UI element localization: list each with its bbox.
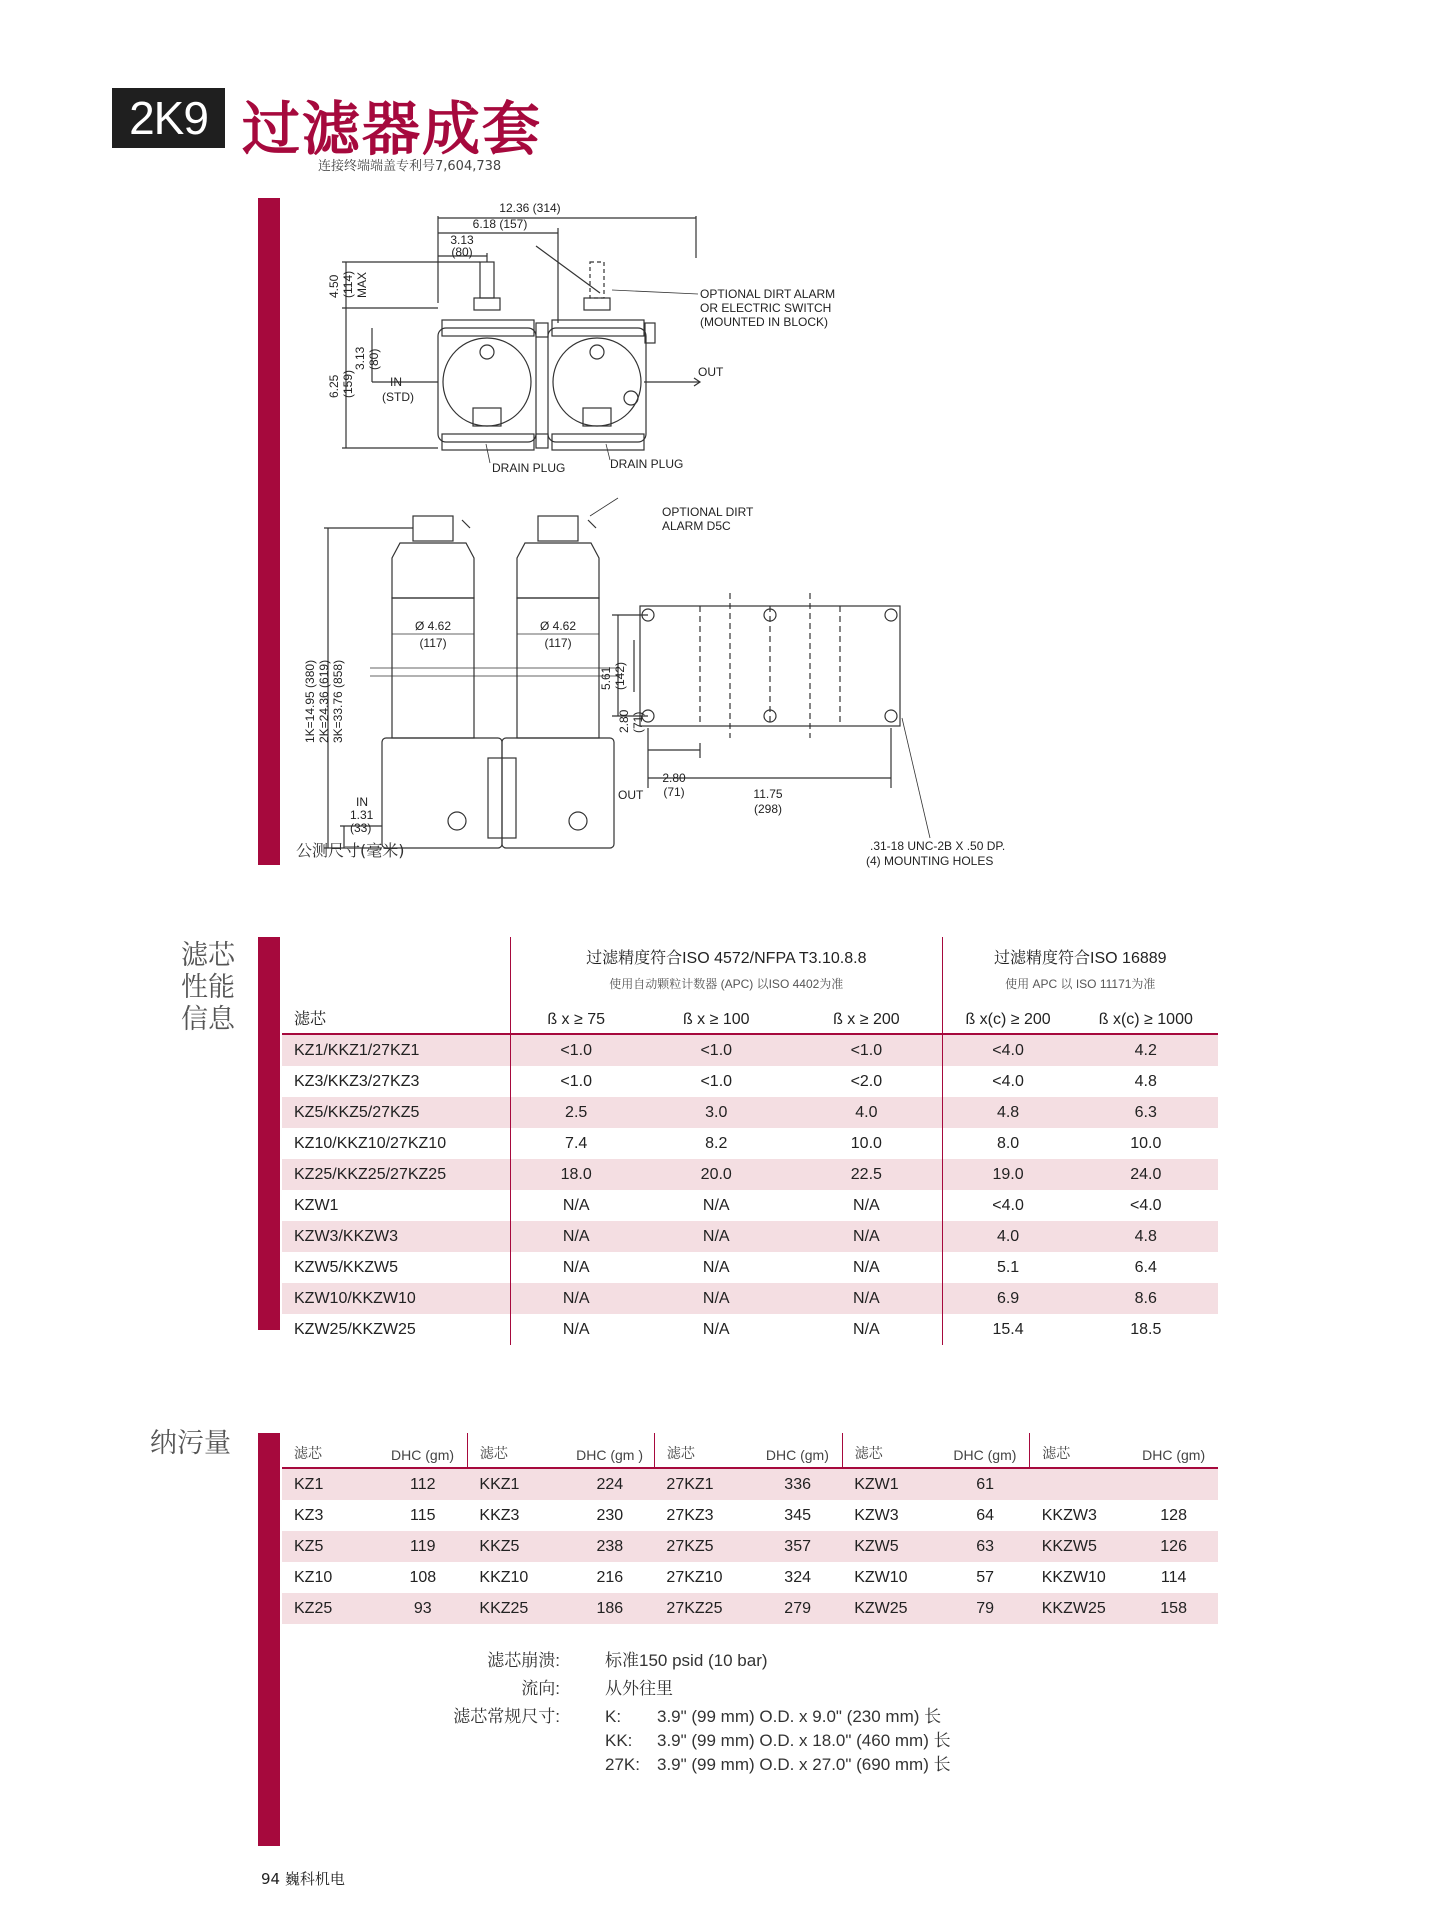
size-value-k: 3.9" (99 mm) O.D. x 9.0" (230 mm) 长 bbox=[657, 1707, 942, 1726]
beta-value: <1.0 bbox=[641, 1034, 791, 1066]
beta-value: 6.3 bbox=[1074, 1097, 1218, 1128]
performance-table bbox=[282, 937, 1218, 1345]
beta-value: N/A bbox=[702, 1258, 730, 1276]
element-name: KKZW3 bbox=[1041, 1506, 1097, 1524]
group1-title: 过滤精度符合ISO 4572/NFPA T3.10.8.8 bbox=[511, 937, 943, 968]
beta-value: 3.0 bbox=[641, 1097, 791, 1128]
dhc-value: 279 bbox=[753, 1593, 842, 1624]
dim-top-height: 4.50 bbox=[327, 274, 341, 298]
dhc-value: 238 bbox=[565, 1531, 654, 1562]
dhc-value: 336 bbox=[753, 1468, 842, 1500]
element-name: KKZW10 bbox=[1041, 1568, 1106, 1586]
section-badge: 2K9 bbox=[112, 88, 225, 148]
table-row bbox=[282, 1159, 1218, 1190]
group1-subtitle: 使用自动颗粒计数器 (APC) 以ISO 4402为准 bbox=[511, 968, 943, 999]
dhc-value: 224 bbox=[565, 1468, 654, 1500]
dhc-value: 158 bbox=[1129, 1593, 1218, 1624]
dim-in-height-mm: (80) bbox=[367, 348, 381, 370]
element-name: KZW5/KKZW5 bbox=[294, 1258, 399, 1276]
element-name: KZW1 bbox=[842, 1468, 940, 1500]
element-name: KZW1 bbox=[294, 1196, 339, 1214]
capacity-table bbox=[282, 1433, 1218, 1624]
element-name bbox=[1030, 1468, 1130, 1500]
beta-value: <1.0 bbox=[511, 1066, 642, 1097]
dim-mount-x-mm: (71) bbox=[663, 785, 685, 799]
label-in: IN bbox=[390, 375, 402, 389]
beta-value: N/A bbox=[853, 1196, 880, 1214]
dhc-value: 79 bbox=[941, 1593, 1030, 1624]
dim-mount-height: 5.61 bbox=[599, 666, 613, 690]
dim-in-height: 3.13 bbox=[353, 346, 367, 370]
alarm-note-1: OPTIONAL DIRT ALARM bbox=[700, 287, 836, 301]
beta-value: N/A bbox=[511, 1221, 642, 1252]
dhc-value: 112 bbox=[378, 1468, 467, 1500]
table-row bbox=[282, 1190, 1218, 1221]
dim-mount-len-mm: (298) bbox=[753, 802, 783, 816]
beta-value: 20.0 bbox=[641, 1159, 791, 1190]
beta-value: N/A bbox=[853, 1258, 880, 1276]
col-dhc: DHC (gm) bbox=[1129, 1433, 1218, 1468]
dim-mount-height-mm: (142) bbox=[613, 661, 627, 690]
dim-side-height-mm: (159) bbox=[341, 369, 355, 398]
table-row bbox=[282, 1221, 1218, 1252]
dim-side-height: 6.25 bbox=[327, 374, 341, 398]
beta-value: 22.5 bbox=[791, 1159, 942, 1190]
dim-top-height-max: MAX bbox=[355, 271, 369, 298]
dhc-value bbox=[1129, 1468, 1218, 1500]
beta-value: 4.8 bbox=[1134, 1072, 1157, 1090]
table-row bbox=[282, 1066, 1218, 1097]
dhc-value: 128 bbox=[1160, 1506, 1187, 1524]
col-dhc: DHC (gm) bbox=[378, 1433, 467, 1468]
dim-mount-len: 11.75 bbox=[753, 787, 783, 801]
element-name: KZW25 bbox=[842, 1593, 940, 1624]
beta-value: N/A bbox=[791, 1283, 942, 1314]
element-name: KZ25/KKZ25/27KZ25 bbox=[282, 1159, 511, 1190]
collapse-value: 标准150 psid (10 bar) bbox=[605, 1651, 768, 1670]
beta-value: 5.1 bbox=[942, 1252, 1074, 1283]
drain-plug-left: DRAIN PLUG bbox=[492, 461, 566, 475]
element-name: KZ1/KKZ1/27KZ1 bbox=[282, 1034, 511, 1066]
beta-value: 4.2 bbox=[1074, 1034, 1218, 1066]
height-2k: 2K=24.36 (619) bbox=[317, 659, 331, 743]
dhc-value: 93 bbox=[378, 1593, 467, 1624]
group2-title: 过滤精度符合ISO 16889 bbox=[942, 937, 1218, 968]
col-element: 滤芯 bbox=[842, 1433, 940, 1468]
element-name: KZ5/KKZ5/27KZ5 bbox=[282, 1097, 511, 1128]
units-note: 公测尺寸(毫米) bbox=[296, 841, 405, 860]
height-3k: 3K=33.76 (858) bbox=[331, 659, 345, 743]
beta-value: N/A bbox=[641, 1221, 791, 1252]
col-betac-1000: ß x(c) ≥ 1000 bbox=[1074, 999, 1218, 1034]
col-dhc: DHC (gm ) bbox=[565, 1433, 654, 1468]
dim-total-width: 12.36 (314) bbox=[499, 201, 561, 215]
table-row bbox=[282, 1034, 1218, 1066]
dhc-value: 126 bbox=[1129, 1531, 1218, 1562]
beta-value: <4.0 bbox=[942, 1066, 1074, 1097]
beta-value: 6.9 bbox=[942, 1283, 1074, 1314]
accent-bar-drawing bbox=[258, 198, 280, 865]
beta-value: <1.0 bbox=[511, 1034, 642, 1066]
alarm-note-2: OR ELECTRIC SWITCH bbox=[700, 301, 832, 315]
beta-value: 10.0 bbox=[850, 1134, 882, 1152]
col-beta-75: ß x ≥ 75 bbox=[511, 999, 642, 1034]
beta-value: 4.0 bbox=[791, 1097, 942, 1128]
element-name: KZ10/KKZ10/27KZ10 bbox=[294, 1134, 447, 1152]
patent-note: 连接终端端盖专利号7,604,738 bbox=[318, 159, 502, 174]
beta-value: 8.6 bbox=[1074, 1283, 1218, 1314]
dhc-value: 57 bbox=[976, 1568, 995, 1586]
dhc-value: 61 bbox=[941, 1468, 1030, 1500]
accent-bar-capacity bbox=[258, 1433, 280, 1846]
side-view bbox=[370, 516, 620, 848]
element-name: KKZ1 bbox=[467, 1468, 565, 1500]
performance-section-label: 滤芯 性能 信息 bbox=[181, 940, 235, 1035]
dim-base: 1.31 bbox=[350, 808, 374, 822]
element-name: KZ10 bbox=[294, 1568, 333, 1586]
element-name: KZW10/KKZW10 bbox=[282, 1283, 511, 1314]
mount-holes-2: (4) MOUNTING HOLES bbox=[866, 854, 994, 868]
col-element: 滤芯 bbox=[467, 1433, 565, 1468]
table-row bbox=[282, 1468, 1218, 1500]
flow-label: 流向: bbox=[521, 1679, 560, 1698]
dhc-value: 324 bbox=[784, 1568, 811, 1586]
alarm-d5c-1: OPTIONAL DIRT bbox=[662, 505, 754, 519]
alarm-d5c-2: ALARM D5C bbox=[662, 519, 731, 533]
dim-inlet-offset: 3.13 bbox=[450, 233, 474, 247]
beta-value: 18.5 bbox=[1130, 1320, 1162, 1338]
beta-value: <2.0 bbox=[850, 1072, 883, 1090]
accent-bar-performance bbox=[258, 937, 280, 1330]
table-row bbox=[282, 1593, 1218, 1624]
mounting-view bbox=[640, 593, 900, 738]
table-row bbox=[282, 1128, 1218, 1159]
table-row bbox=[282, 1314, 1218, 1345]
dia-right: Ø 4.62 bbox=[539, 619, 577, 633]
drain-plug-right: DRAIN PLUG bbox=[610, 457, 684, 471]
col-element: 滤芯 bbox=[282, 1433, 378, 1468]
beta-value: N/A bbox=[702, 1320, 730, 1338]
element-name: KKZ5 bbox=[467, 1531, 565, 1562]
col-betac-200: ß x(c) ≥ 200 bbox=[942, 999, 1074, 1034]
size-code-kk: KK: bbox=[605, 1731, 633, 1750]
beta-value: 24.0 bbox=[1074, 1159, 1218, 1190]
col-beta-100: ß x ≥ 100 bbox=[641, 999, 791, 1034]
element-name: KZ1 bbox=[282, 1468, 378, 1500]
element-name: KZW5 bbox=[842, 1531, 940, 1562]
beta-value: N/A bbox=[511, 1314, 642, 1345]
dhc-value: 230 bbox=[596, 1506, 624, 1524]
height-1k: 1K=14.95 (380) bbox=[303, 659, 317, 743]
beta-value: N/A bbox=[641, 1283, 791, 1314]
element-name: 27KZ25 bbox=[654, 1593, 753, 1624]
beta-value: 4.0 bbox=[942, 1221, 1074, 1252]
dim-mount-x: 2.80 bbox=[662, 771, 686, 785]
label-out: OUT bbox=[698, 365, 724, 379]
dia-right-mm: (117) bbox=[544, 636, 572, 650]
dhc-value: 186 bbox=[565, 1593, 654, 1624]
dim-base-mm: (33) bbox=[350, 821, 372, 835]
element-name: 27KZ1 bbox=[654, 1468, 753, 1500]
table-row bbox=[282, 1500, 1218, 1531]
beta-value: 7.4 bbox=[511, 1128, 642, 1159]
flow-value: 从外往里 bbox=[605, 1679, 673, 1698]
dim-mount-inner-mm: (71) bbox=[631, 711, 645, 733]
beta-value: 19.0 bbox=[942, 1159, 1074, 1190]
beta-value: 8.0 bbox=[942, 1128, 1074, 1159]
element-name: KZ3/KKZ3/27KZ3 bbox=[294, 1072, 420, 1090]
beta-value: N/A bbox=[853, 1320, 880, 1338]
beta-value: 2.5 bbox=[511, 1097, 642, 1128]
label-std: (STD) bbox=[382, 390, 414, 404]
element-name: KZW3 bbox=[854, 1506, 899, 1524]
mount-holes-1: .31-18 UNC-2B X .50 DP. bbox=[870, 839, 1006, 853]
size-label: 滤芯常规尺寸: bbox=[453, 1707, 560, 1726]
size-code-27k: 27K: bbox=[605, 1755, 640, 1774]
beta-value: <4.0 bbox=[1129, 1196, 1162, 1214]
beta-value: <1.0 bbox=[700, 1072, 733, 1090]
beta-value: 4.8 bbox=[942, 1097, 1074, 1128]
col-element: 滤芯 bbox=[282, 999, 511, 1034]
size-value-27k: 3.9" (99 mm) O.D. x 27.0" (690 mm) 长 bbox=[657, 1755, 951, 1774]
element-name: KZ5 bbox=[282, 1531, 378, 1562]
beta-value: N/A bbox=[511, 1252, 642, 1283]
beta-value: 6.4 bbox=[1134, 1258, 1157, 1276]
collapse-label: 滤芯崩溃: bbox=[487, 1651, 560, 1670]
table-row bbox=[282, 1097, 1218, 1128]
dhc-value: 108 bbox=[409, 1568, 437, 1586]
page-title: 过滤器成套 bbox=[242, 95, 543, 163]
element-name: KKZW5 bbox=[1030, 1531, 1130, 1562]
col-element: 滤芯 bbox=[1030, 1433, 1130, 1468]
dim-mount-inner: 2.80 bbox=[617, 709, 631, 733]
dim-inlet-offset-mm: (80) bbox=[451, 245, 473, 259]
col-dhc: DHC (gm) bbox=[753, 1433, 842, 1468]
element-name: KZ3 bbox=[294, 1506, 324, 1524]
beta-value: N/A bbox=[511, 1190, 642, 1221]
dhc-value: 119 bbox=[378, 1531, 467, 1562]
side-label-in: IN bbox=[356, 795, 368, 809]
dim-top-height-mm: (114) bbox=[341, 270, 355, 298]
dia-left: Ø 4.62 bbox=[414, 619, 452, 633]
dia-left-mm: (117) bbox=[419, 636, 447, 650]
table-row bbox=[282, 1283, 1218, 1314]
size-code-k: K: bbox=[605, 1707, 622, 1726]
beta-value: 15.4 bbox=[942, 1314, 1074, 1345]
element-name: KKZW25 bbox=[1030, 1593, 1130, 1624]
beta-value: 10.0 bbox=[1130, 1134, 1162, 1152]
table-row bbox=[282, 1531, 1218, 1562]
beta-value: <1.0 bbox=[791, 1034, 942, 1066]
element-name: KKZ25 bbox=[467, 1593, 565, 1624]
dim-half-width: 6.18 (157) bbox=[472, 217, 528, 231]
dhc-value: 216 bbox=[596, 1568, 624, 1586]
capacity-section-label: 纳污量 bbox=[150, 1428, 231, 1459]
col-dhc: DHC (gm) bbox=[941, 1433, 1030, 1468]
table-row bbox=[282, 1562, 1218, 1593]
element-specs bbox=[440, 1646, 1000, 1776]
side-label-out: OUT bbox=[618, 788, 644, 802]
group2-subtitle: 使用 APC 以 ISO 11171为准 bbox=[942, 968, 1218, 999]
element-name: KZW25/KKZW25 bbox=[294, 1320, 416, 1338]
element-name: 27KZ10 bbox=[666, 1568, 723, 1586]
dhc-value: 115 bbox=[410, 1506, 436, 1524]
element-name: KZW10 bbox=[854, 1568, 908, 1586]
beta-value: N/A bbox=[511, 1283, 642, 1314]
size-value-kk: 3.9" (99 mm) O.D. x 18.0" (460 mm) 长 bbox=[657, 1731, 951, 1750]
beta-value: <4.0 bbox=[942, 1190, 1074, 1221]
table-row bbox=[282, 1252, 1218, 1283]
alarm-note-3: (MOUNTED IN BLOCK) bbox=[700, 315, 829, 329]
dhc-value: 114 bbox=[1160, 1568, 1187, 1586]
element-name: 27KZ3 bbox=[666, 1506, 714, 1524]
technical-drawing bbox=[290, 198, 1110, 868]
dhc-value: 64 bbox=[976, 1506, 995, 1524]
beta-value: N/A bbox=[791, 1221, 942, 1252]
col-beta-200: ß x ≥ 200 bbox=[791, 999, 942, 1034]
beta-value: <4.0 bbox=[942, 1034, 1074, 1066]
dhc-value: 357 bbox=[753, 1531, 842, 1562]
dhc-value: 63 bbox=[941, 1531, 1030, 1562]
beta-value: 4.8 bbox=[1074, 1221, 1218, 1252]
beta-value: 18.0 bbox=[511, 1159, 642, 1190]
beta-value: N/A bbox=[702, 1196, 730, 1214]
page-footer: 94 巍科机电 bbox=[261, 1870, 345, 1888]
beta-value: 8.2 bbox=[705, 1134, 728, 1152]
element-name: KZW3/KKZW3 bbox=[282, 1221, 511, 1252]
element-name: KKZ10 bbox=[479, 1568, 529, 1586]
element-name: KZ25 bbox=[282, 1593, 378, 1624]
dhc-value: 345 bbox=[784, 1506, 811, 1524]
element-name: KKZ3 bbox=[479, 1506, 520, 1524]
element-name: 27KZ5 bbox=[654, 1531, 753, 1562]
col-element: 滤芯 bbox=[654, 1433, 753, 1468]
